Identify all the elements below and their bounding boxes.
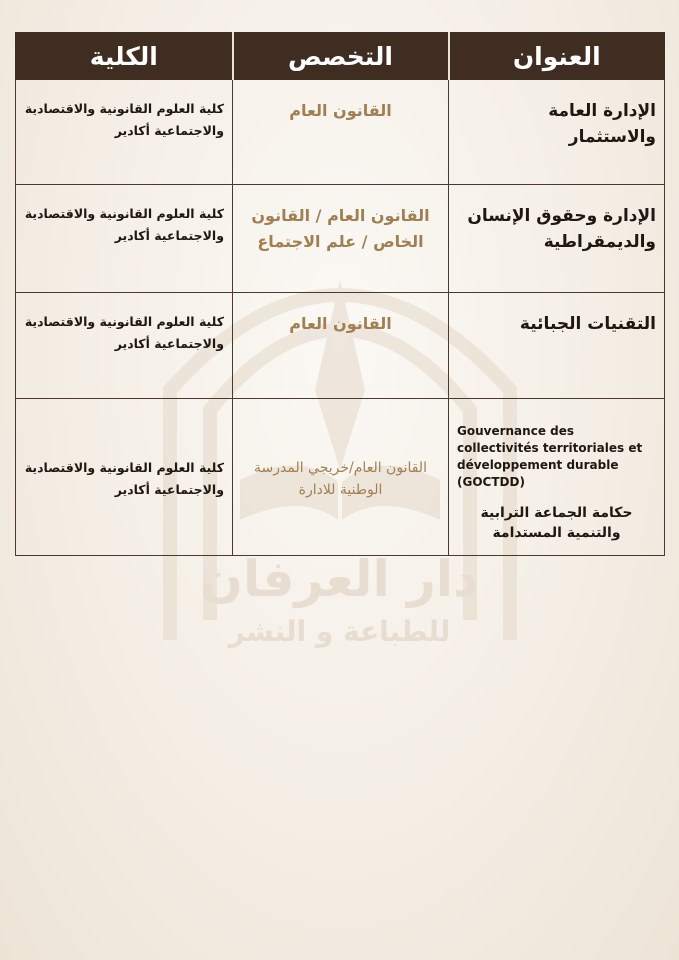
master-programs-table xyxy=(15,32,665,556)
cell-faculty xyxy=(16,293,233,399)
program-specialty: القانون العام / القانون الخاص / علم الاجتماع xyxy=(251,206,430,251)
program-specialty: القانون العام xyxy=(289,101,392,120)
watermark-publisher-subtitle: للطباعة و النشر xyxy=(228,615,451,648)
program-title: التقنيات الجبائية xyxy=(519,314,656,334)
table-row xyxy=(16,399,665,556)
cell-title xyxy=(449,80,665,185)
cell-specialty xyxy=(233,80,449,185)
cell-title xyxy=(449,399,665,556)
program-faculty: كلية العلوم القانونية والاقتصادية والاجتماعية أكادير xyxy=(24,314,224,351)
cell-specialty xyxy=(233,399,449,556)
program-title: الإدارة العامة والاستثمار xyxy=(548,101,656,147)
cell-faculty xyxy=(16,80,233,185)
program-specialty: القانون العام/خريجي المدرسة الوطنية للادارة xyxy=(254,460,427,498)
table-header-row xyxy=(16,33,665,80)
watermark-publisher-name: دار العرفان xyxy=(200,550,479,608)
cell-faculty xyxy=(16,399,233,556)
program-faculty: كلية العلوم القانونية والاقتصادية والاجتماعية أكادير xyxy=(24,101,224,138)
program-title: الإدارة وحقوق الإنسان والديمقراطية xyxy=(467,206,656,252)
program-title: حكامة الجماعة الترابية والتنمية المستدامة xyxy=(480,505,633,541)
program-specialty: القانون العام xyxy=(289,314,392,333)
program-faculty: كلية العلوم القانونية والاقتصادية والاجتماعية أكادير xyxy=(24,206,224,243)
program-title-french: Gouvernance des collectivités territoriales et développement durable (GOCTDD) xyxy=(457,424,643,489)
cell-specialty xyxy=(233,185,449,293)
cell-specialty xyxy=(233,293,449,399)
header-specialty: التخصص xyxy=(233,33,449,80)
program-faculty: كلية العلوم القانونية والاقتصادية والاجتماعية أكادير xyxy=(24,460,224,497)
header-faculty: الكلية xyxy=(16,33,233,80)
table-row xyxy=(16,293,665,399)
table-row xyxy=(16,80,665,185)
cell-title xyxy=(449,185,665,293)
cell-faculty xyxy=(16,185,233,293)
header-title: العنوان xyxy=(449,33,665,80)
cell-title xyxy=(449,293,665,399)
table-row xyxy=(16,185,665,293)
